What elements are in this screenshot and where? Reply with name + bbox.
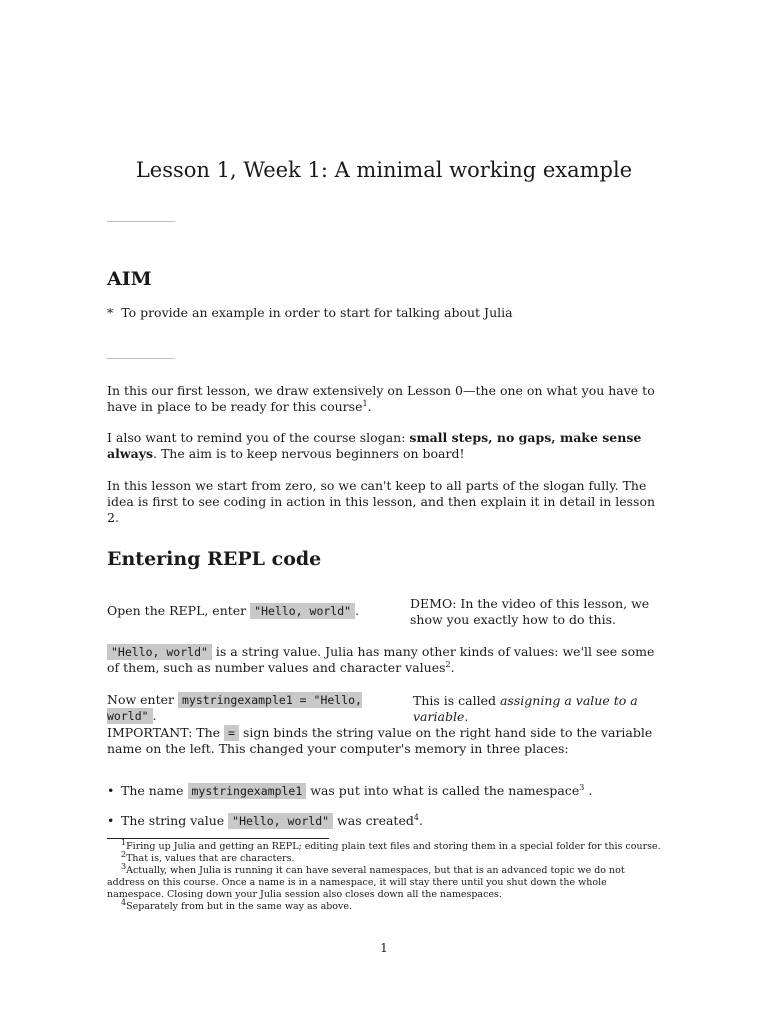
string-value-end: .	[450, 660, 455, 675]
code-snippet: mystringexample1	[188, 783, 307, 799]
footnote-text: Actually, when Julia is running it can have several namespaces, but that is an advanced topic we do not address on this course. Once a name is in a namespace, it will stay there until you shut down the whole namespace. Closing down your Julia session also closes down all the namespaces.	[107, 865, 625, 900]
footnote-3	[107, 861, 663, 901]
code-snippet: =	[224, 725, 239, 741]
important-paragraph	[107, 725, 663, 757]
page-number: 1	[380, 941, 388, 955]
demo-note: DEMO: In the video of this lesson, we show you exactly how to do this.	[410, 596, 650, 627]
assignment-note-text: This is called	[413, 693, 500, 708]
aim-heading: AIM	[107, 268, 152, 290]
now-enter-label: Now enter	[107, 692, 178, 707]
intro-p2-text: I also want to remind you of the course slogan:	[107, 430, 410, 445]
string-value-text: is a string value. Julia has many other kinds of values: we'll see some of them, such as number values and character values	[107, 644, 655, 675]
footnote-ref: 1	[362, 398, 368, 408]
code-snippet: "Hello, world"	[107, 644, 212, 660]
string-value-paragraph	[107, 644, 663, 676]
important-text-end: sign binds the string value on the right hand side to the variable name on the left. This changed your computer's memory in three places:	[107, 725, 653, 756]
footnote-text: That is, values that are characters.	[126, 853, 295, 864]
footnote-number: 2	[121, 849, 127, 859]
divider	[107, 358, 175, 359]
code-snippet: "Hello, world"	[228, 813, 333, 829]
now-enter-text	[107, 692, 407, 724]
important-text: IMPORTANT: The	[107, 725, 225, 740]
footnotes	[107, 837, 663, 913]
bullet-icon: •	[107, 783, 115, 798]
footnote-number: 3	[121, 861, 127, 871]
list-item-text: The string value	[121, 813, 229, 828]
list-item-text-end: was created	[333, 813, 414, 828]
intro-paragraph-1	[107, 383, 663, 415]
assignment-note	[413, 693, 668, 725]
footnote-4	[107, 897, 663, 913]
footnote-1	[107, 837, 663, 853]
intro-paragraph-3: In this lesson we start from zero, so we can't keep to all parts of the slogan fully. The idea is first to see coding in action in this lesson, and then explain it in detail in lesson 2.	[107, 478, 656, 525]
footnote-ref: 4	[413, 812, 419, 822]
aim-bullet-marker: *	[107, 305, 114, 320]
course-slogan: small steps, no gaps, make sense always	[107, 430, 642, 461]
code-snippet: mystringexample1 = "Hello, world"	[107, 693, 362, 723]
footnote-text: Separately from but in the same way as above.	[126, 901, 353, 912]
bullet-icon: •	[107, 813, 115, 828]
aim-item-text: To provide an example in order to start for talking about Julia	[121, 305, 513, 320]
intro-paragraph-2	[107, 430, 663, 462]
divider	[107, 221, 175, 222]
footnote-ref: 2	[445, 659, 451, 669]
open-repl-text	[107, 603, 397, 619]
list-item	[107, 813, 423, 828]
aim-item	[107, 305, 663, 321]
list-item-end: .	[584, 783, 593, 798]
footnote-ref: 3	[579, 782, 585, 792]
open-repl-end: .	[355, 603, 360, 618]
repl-heading: Entering REPL code	[107, 548, 322, 570]
list-item-text-end: was put into what is called the namespace	[306, 783, 580, 798]
footnote-number: 4	[121, 897, 127, 907]
list-item-text: The name	[121, 783, 188, 798]
list-item	[107, 783, 592, 798]
intro-p1-text: In this our first lesson, we draw extensively on Lesson 0—the one on what you have to have in place to be ready for this course	[107, 383, 655, 414]
list-item-end: .	[418, 813, 423, 828]
footnote-2	[107, 849, 663, 865]
footnote-text: Firing up Julia and getting an REPL; editing plain text files and storing them in a special folder for this course.	[126, 841, 661, 852]
code-snippet: "Hello, world"	[250, 603, 355, 619]
footnote-divider	[107, 838, 329, 839]
intro-p1-end: .	[367, 399, 372, 414]
open-repl-label: Open the REPL, enter	[107, 603, 251, 618]
now-enter-end: .	[152, 708, 157, 723]
page-title: Lesson 1, Week 1: A minimal working example	[135, 158, 633, 182]
intro-p2-text-end: . The aim is to keep nervous beginners on board!	[153, 446, 465, 461]
assignment-note-emphasis: assigning a value to a variable.	[413, 693, 638, 724]
footnote-number: 1	[121, 837, 127, 847]
